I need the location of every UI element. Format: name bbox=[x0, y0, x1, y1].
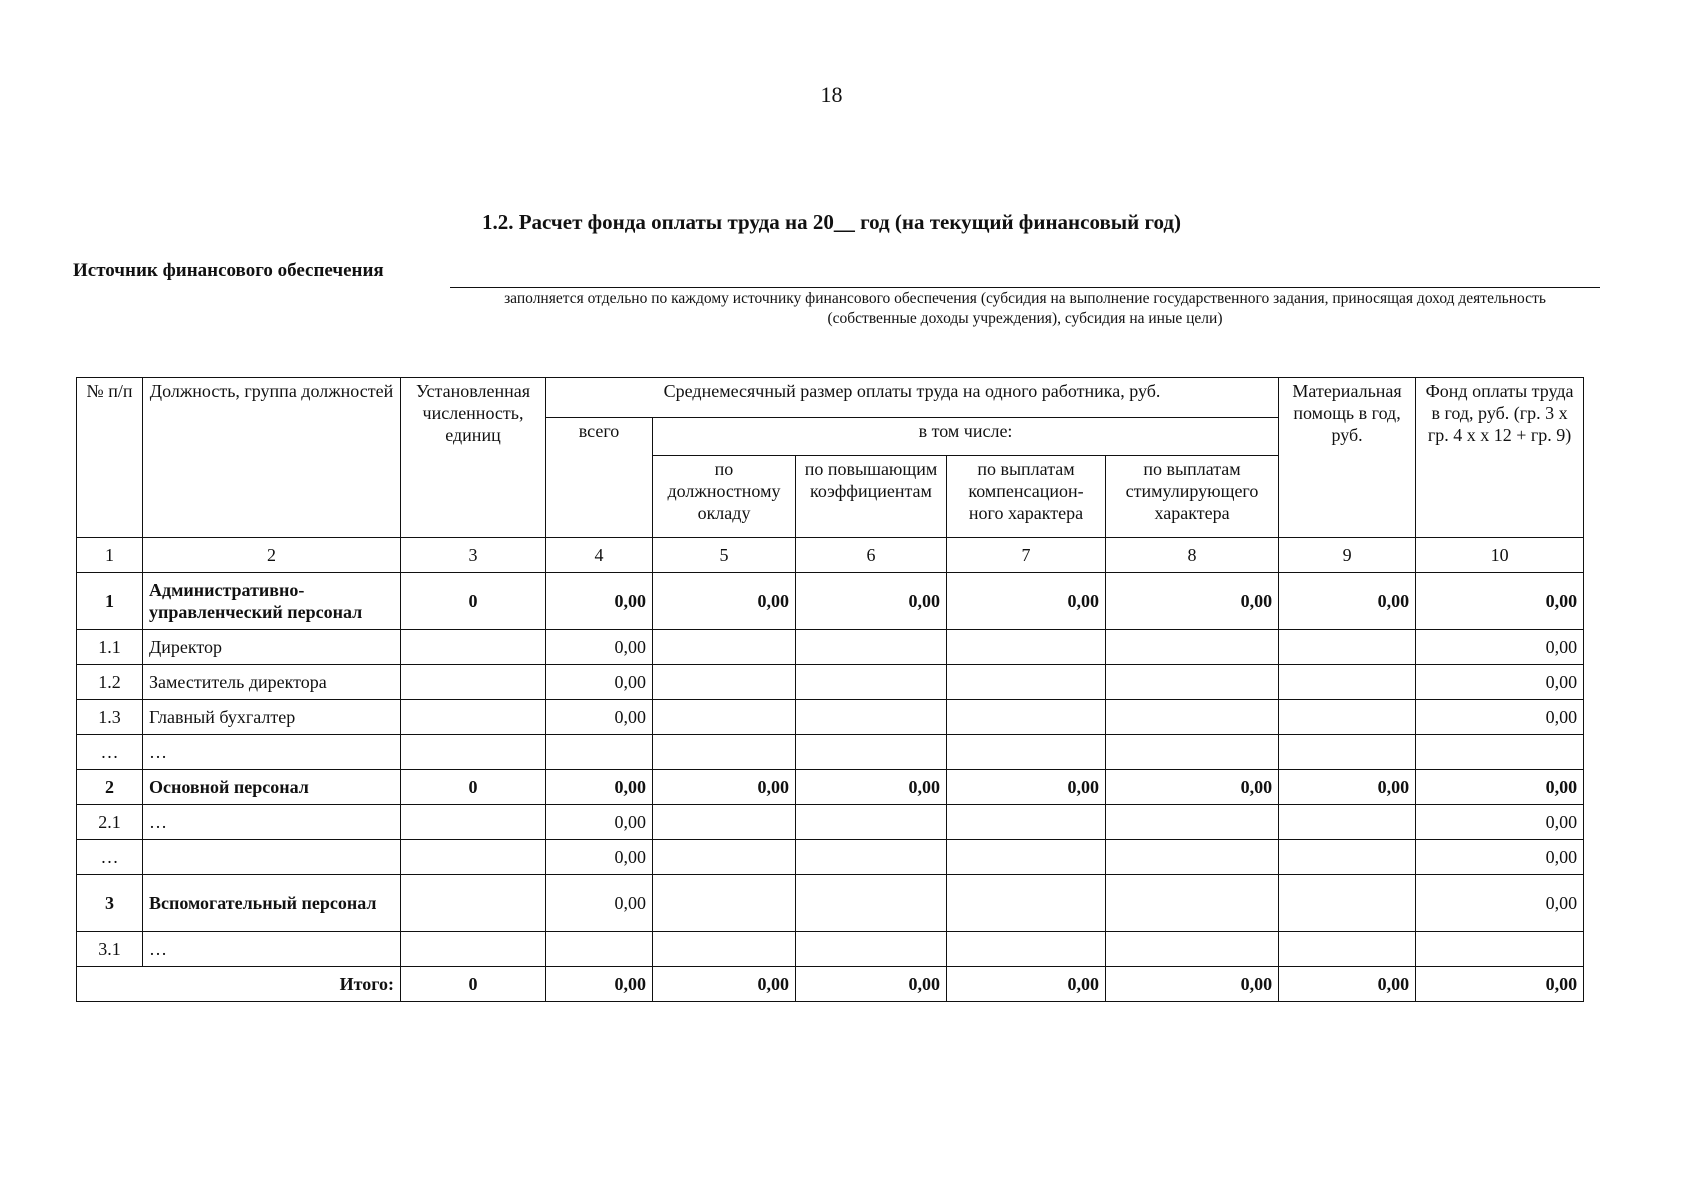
row-fund[interactable]: 0,00 bbox=[1416, 665, 1584, 700]
row-fund[interactable]: 0,00 bbox=[1416, 840, 1584, 875]
row-salary[interactable] bbox=[653, 932, 796, 967]
row-fund[interactable]: 0,00 bbox=[1416, 630, 1584, 665]
row-position[interactable] bbox=[143, 840, 401, 875]
row-total[interactable] bbox=[546, 932, 653, 967]
row-fund[interactable]: 0,00 bbox=[1416, 770, 1584, 805]
total-coefficients: 0,00 bbox=[796, 967, 947, 1002]
table-row bbox=[77, 700, 1584, 735]
table-row bbox=[77, 735, 1584, 770]
funding-source-field-line[interactable] bbox=[450, 287, 1600, 288]
row-count[interactable] bbox=[401, 630, 546, 665]
row-incentive[interactable] bbox=[1106, 665, 1279, 700]
row-salary[interactable] bbox=[653, 805, 796, 840]
row-compensation[interactable] bbox=[947, 932, 1106, 967]
header-including: в том числе: bbox=[653, 418, 1279, 456]
total-fund: 0,00 bbox=[1416, 967, 1584, 1002]
row-position[interactable]: Директор bbox=[143, 630, 401, 665]
table-row bbox=[77, 932, 1584, 967]
row-aid[interactable] bbox=[1279, 630, 1416, 665]
col-number: 6 bbox=[796, 538, 947, 573]
total-aid: 0,00 bbox=[1279, 967, 1416, 1002]
row-compensation[interactable] bbox=[947, 805, 1106, 840]
row-count[interactable] bbox=[401, 840, 546, 875]
row-incentive[interactable]: 0,00 bbox=[1106, 770, 1279, 805]
total-label: Итого: bbox=[77, 967, 401, 1002]
row-compensation[interactable]: 0,00 bbox=[947, 770, 1106, 805]
header-num: № п/п bbox=[77, 378, 143, 538]
header-compensation: по выплатам компенсацион-ного характера bbox=[947, 456, 1106, 538]
row-salary[interactable] bbox=[653, 630, 796, 665]
row-compensation[interactable]: 0,00 bbox=[947, 573, 1106, 630]
row-position[interactable]: Административно-управленческий персонал bbox=[143, 573, 401, 630]
row-aid[interactable] bbox=[1279, 932, 1416, 967]
total-count: 0 bbox=[401, 967, 546, 1002]
total-incentive: 0,00 bbox=[1106, 967, 1279, 1002]
row-fund[interactable]: 0,00 bbox=[1416, 573, 1584, 630]
row-salary[interactable] bbox=[653, 735, 796, 770]
row-fund[interactable] bbox=[1416, 932, 1584, 967]
row-coefficients[interactable] bbox=[796, 630, 947, 665]
col-number: 3 bbox=[401, 538, 546, 573]
row-incentive[interactable] bbox=[1106, 630, 1279, 665]
row-total[interactable]: 0,00 bbox=[546, 770, 653, 805]
row-position[interactable]: … bbox=[143, 735, 401, 770]
row-salary[interactable]: 0,00 bbox=[653, 573, 796, 630]
row-compensation[interactable] bbox=[947, 700, 1106, 735]
row-num: 1.3 bbox=[77, 700, 143, 735]
row-salary[interactable] bbox=[653, 665, 796, 700]
col-number: 2 bbox=[143, 538, 401, 573]
row-compensation[interactable] bbox=[947, 665, 1106, 700]
table-row bbox=[77, 805, 1584, 840]
table-row bbox=[77, 665, 1584, 700]
row-aid[interactable]: 0,00 bbox=[1279, 573, 1416, 630]
row-position[interactable]: Основной персонал bbox=[143, 770, 401, 805]
document-title: 1.2. Расчет фонда оплаты труда на 20__ год (на текущий финансовый год) bbox=[481, 210, 1182, 234]
col-number: 4 bbox=[546, 538, 653, 573]
col-number: 10 bbox=[1416, 538, 1584, 573]
row-compensation[interactable] bbox=[947, 735, 1106, 770]
col-number: 5 bbox=[653, 538, 796, 573]
row-coefficients[interactable] bbox=[796, 840, 947, 875]
col-number: 9 bbox=[1279, 538, 1416, 573]
row-count[interactable] bbox=[401, 805, 546, 840]
col-number: 7 bbox=[947, 538, 1106, 573]
row-coefficients[interactable]: 0,00 bbox=[796, 770, 947, 805]
row-coefficients[interactable] bbox=[796, 700, 947, 735]
row-num: 1.2 bbox=[77, 665, 143, 700]
row-count[interactable]: 0 bbox=[401, 770, 546, 805]
row-total[interactable]: 0,00 bbox=[546, 665, 653, 700]
header-incentive: по выплатам стимулирующего характера bbox=[1106, 456, 1279, 538]
row-position[interactable]: … bbox=[143, 932, 401, 967]
row-total[interactable]: 0,00 bbox=[546, 875, 653, 932]
row-coefficients[interactable]: 0,00 bbox=[796, 573, 947, 630]
page-number: 18 bbox=[820, 82, 843, 107]
row-position[interactable]: Заместитель директора bbox=[143, 665, 401, 700]
header-coefficients: по повышающим коэффициентам bbox=[796, 456, 947, 538]
row-coefficients[interactable] bbox=[796, 665, 947, 700]
col-number: 8 bbox=[1106, 538, 1279, 573]
row-num: 1.1 bbox=[77, 630, 143, 665]
table-row bbox=[77, 630, 1584, 665]
payroll-fund-table bbox=[76, 377, 1584, 1002]
col-number: 1 bbox=[77, 538, 143, 573]
header-avg-group: Среднемесячный размер оплаты труда на одного работника, руб. bbox=[546, 378, 1279, 418]
row-num: 3 bbox=[77, 875, 143, 932]
row-compensation[interactable] bbox=[947, 630, 1106, 665]
row-total[interactable] bbox=[546, 735, 653, 770]
table-row bbox=[77, 840, 1584, 875]
row-fund[interactable]: 0,00 bbox=[1416, 875, 1584, 932]
row-count[interactable]: 0 bbox=[401, 573, 546, 630]
row-fund[interactable]: 0,00 bbox=[1416, 700, 1584, 735]
row-salary[interactable] bbox=[653, 840, 796, 875]
row-aid[interactable] bbox=[1279, 840, 1416, 875]
table-row bbox=[77, 573, 1584, 630]
row-incentive[interactable] bbox=[1106, 735, 1279, 770]
row-aid[interactable] bbox=[1279, 875, 1416, 932]
total-row bbox=[77, 967, 1584, 1002]
total-total: 0,00 bbox=[546, 967, 653, 1002]
header-count: Установленная численность, единиц bbox=[401, 378, 546, 538]
row-incentive[interactable] bbox=[1106, 932, 1279, 967]
row-compensation[interactable] bbox=[947, 840, 1106, 875]
row-count[interactable] bbox=[401, 875, 546, 932]
header-position: Должность, группа должностей bbox=[143, 378, 401, 538]
row-count[interactable] bbox=[401, 665, 546, 700]
row-position[interactable]: Главный бухгалтер bbox=[143, 700, 401, 735]
row-incentive[interactable]: 0,00 bbox=[1106, 573, 1279, 630]
header-fund: Фонд оплаты труда в год, руб. (гр. 3 х гр. 4 х х 12 + гр. 9) bbox=[1416, 378, 1584, 538]
row-fund[interactable]: 0,00 bbox=[1416, 805, 1584, 840]
row-total[interactable]: 0,00 bbox=[546, 573, 653, 630]
column-numbers-row bbox=[77, 538, 1584, 573]
row-salary[interactable] bbox=[653, 875, 796, 932]
row-total[interactable]: 0,00 bbox=[546, 700, 653, 735]
funding-source-hint: заполняется отдельно по каждому источнику финансового обеспечения (субсидия на выполнение государственного задания, приносящая доход деятельность (собственные доходы учреждения), субсидия на иные цели) bbox=[504, 290, 1546, 327]
row-coefficients[interactable] bbox=[796, 875, 947, 932]
row-aid[interactable] bbox=[1279, 735, 1416, 770]
total-salary: 0,00 bbox=[653, 967, 796, 1002]
row-position[interactable]: Вспомогательный персонал bbox=[143, 875, 401, 932]
row-coefficients[interactable] bbox=[796, 932, 947, 967]
row-aid[interactable] bbox=[1279, 700, 1416, 735]
row-count[interactable] bbox=[401, 700, 546, 735]
row-compensation[interactable] bbox=[947, 875, 1106, 932]
row-salary[interactable] bbox=[653, 700, 796, 735]
row-num: 1 bbox=[77, 573, 143, 630]
row-total[interactable]: 0,00 bbox=[546, 805, 653, 840]
header-total: всего bbox=[546, 418, 653, 538]
row-incentive[interactable] bbox=[1106, 700, 1279, 735]
row-position[interactable]: … bbox=[143, 805, 401, 840]
row-coefficients[interactable] bbox=[796, 805, 947, 840]
row-count[interactable] bbox=[401, 932, 546, 967]
row-aid[interactable] bbox=[1279, 805, 1416, 840]
header-salary: по должностному окладу bbox=[653, 456, 796, 538]
row-salary[interactable]: 0,00 bbox=[653, 770, 796, 805]
table-row bbox=[77, 770, 1584, 805]
row-aid[interactable]: 0,00 bbox=[1279, 770, 1416, 805]
funding-source-label: Источник финансового обеспечения bbox=[73, 260, 384, 281]
row-num: 3.1 bbox=[77, 932, 143, 967]
row-count[interactable] bbox=[401, 735, 546, 770]
row-num: … bbox=[77, 840, 143, 875]
row-fund[interactable] bbox=[1416, 735, 1584, 770]
row-num: 2 bbox=[77, 770, 143, 805]
row-incentive[interactable] bbox=[1106, 875, 1279, 932]
row-num: 2.1 bbox=[77, 805, 143, 840]
total-compensation: 0,00 bbox=[947, 967, 1106, 1002]
row-num: … bbox=[77, 735, 143, 770]
row-incentive[interactable] bbox=[1106, 840, 1279, 875]
row-incentive[interactable] bbox=[1106, 805, 1279, 840]
row-total[interactable]: 0,00 bbox=[546, 630, 653, 665]
row-coefficients[interactable] bbox=[796, 735, 947, 770]
header-aid: Материальная помощь в год, руб. bbox=[1279, 378, 1416, 538]
table-row bbox=[77, 875, 1584, 932]
row-aid[interactable] bbox=[1279, 665, 1416, 700]
row-total[interactable]: 0,00 bbox=[546, 840, 653, 875]
